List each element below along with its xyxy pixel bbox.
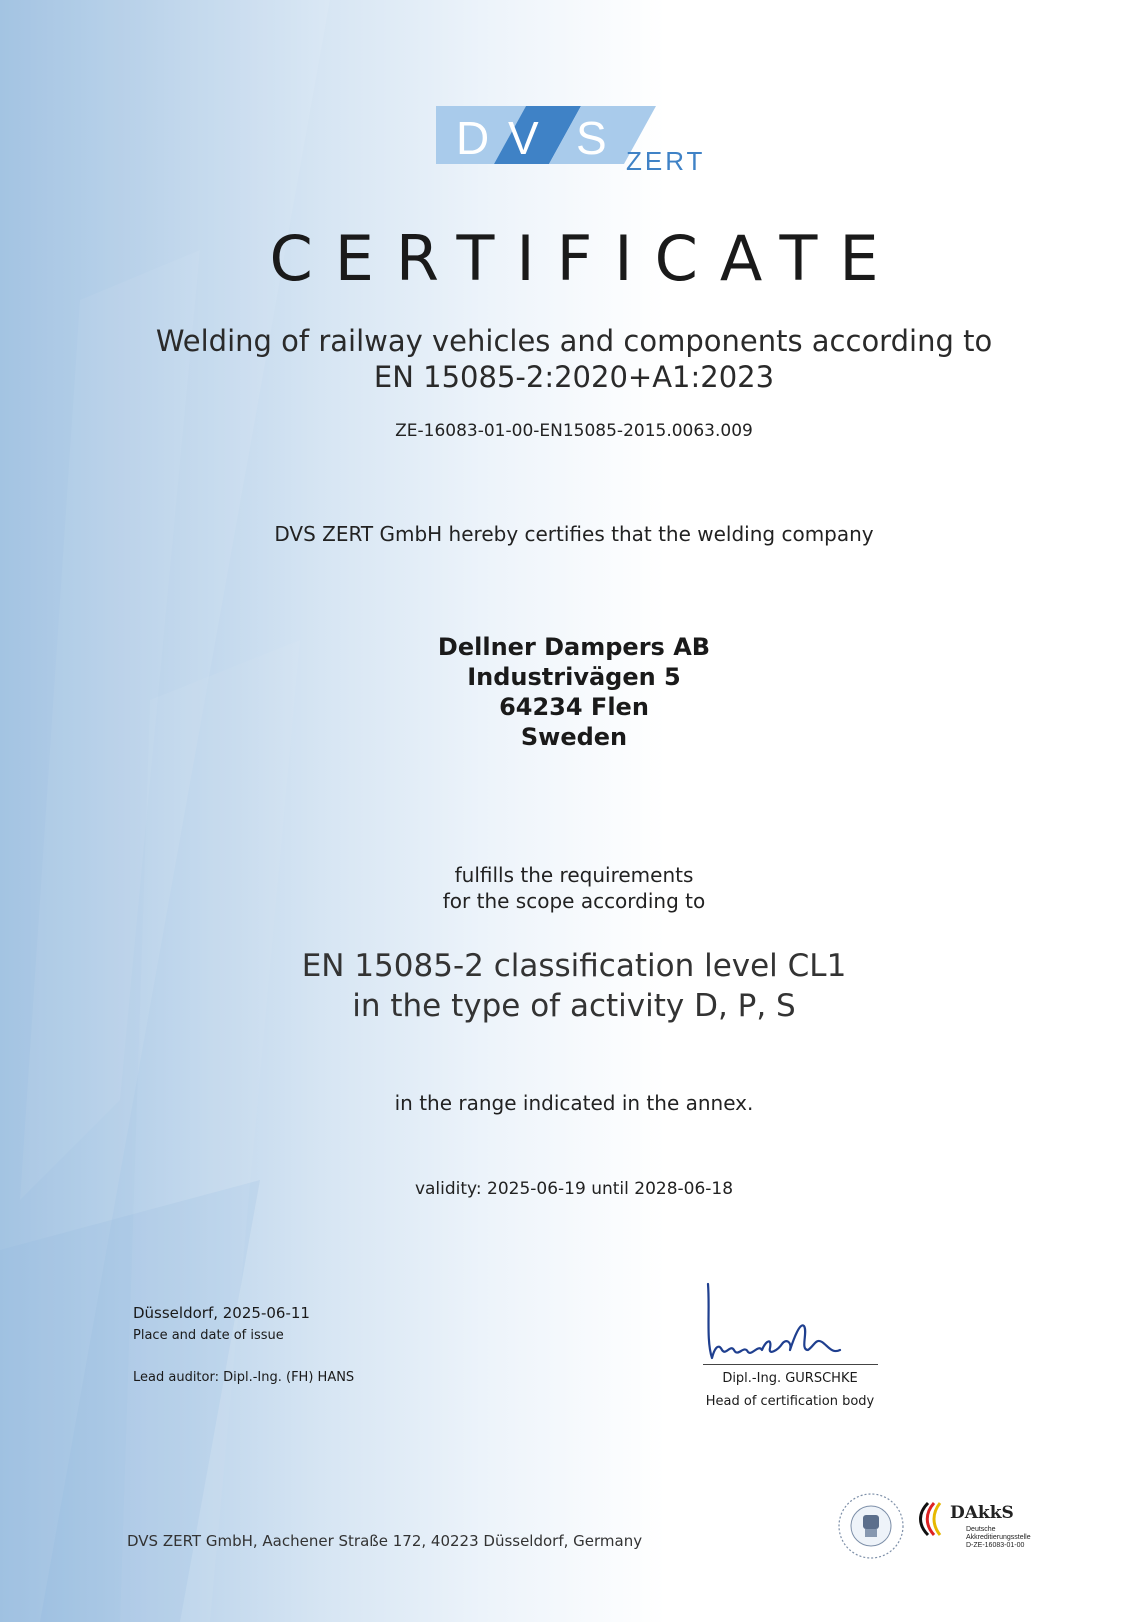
fulfills-line-2: for the scope according to: [442, 889, 706, 913]
signature-line: [703, 1364, 878, 1365]
issuer-address-footer: DVS ZERT GmbH, Aachener Straße 172, 40223 Düsseldorf, Germany: [127, 1532, 643, 1550]
certificate-subtitle: [0, 323, 1148, 395]
dakks-subtext: [966, 1526, 1031, 1550]
dakks-line-3: D-ZE-16083-01-00: [966, 1542, 1025, 1549]
certification-intro: DVS ZERT GmbH hereby certifies that the welding company: [274, 522, 874, 546]
fulfills-line-1: fulfills the requirements: [454, 863, 694, 887]
company-address-block: [0, 632, 1148, 752]
svg-text:ZERT: ZERT: [626, 146, 706, 176]
scope-line-1: EN 15085-2 classification level CL1: [301, 948, 847, 984]
svg-text:V: V: [508, 112, 539, 164]
dvs-zert-logo: [436, 106, 736, 178]
dakks-line-2: Akkreditierungsstelle: [966, 1534, 1031, 1541]
signer-role: Head of certification body: [705, 1394, 875, 1409]
subtitle-line-1: Welding of railway vehicles and components according to: [155, 324, 993, 358]
svg-text:D: D: [456, 112, 490, 164]
fulfills-statement: [0, 862, 1148, 914]
scope-statement: [0, 946, 1148, 1026]
subtitle-line-2: EN 15085-2:2020+A1:2023: [373, 360, 775, 394]
company-country: Sweden: [520, 723, 628, 751]
validity-period: validity: 2025-06-19 until 2028-06-18: [414, 1179, 734, 1199]
dakks-name: DAkkS: [950, 1503, 1014, 1523]
certificate-number: ZE-16083-01-00-EN15085-2015.0063.009: [395, 421, 753, 441]
svg-text:S: S: [576, 112, 607, 164]
dakks-accreditation-mark: [916, 1493, 1046, 1563]
place-and-date-label: Place and date of issue: [133, 1328, 284, 1343]
certificate-title: CERTIFICATE: [269, 222, 901, 295]
scope-line-2: in the type of activity D, P, S: [352, 988, 796, 1024]
signature-image: [700, 1280, 880, 1364]
signer-name: Dipl.-Ing. GURSCHKE: [722, 1371, 858, 1386]
ecwrv-seal-icon: [836, 1491, 906, 1561]
company-street: Industrivägen 5: [467, 663, 681, 691]
range-statement: in the range indicated in the annex.: [394, 1091, 754, 1115]
place-and-date: Düsseldorf, 2025-06-11: [133, 1304, 310, 1322]
lead-auditor: Lead auditor: Dipl.-Ing. (FH) HANS: [133, 1370, 355, 1385]
dakks-line-1: Deutsche: [966, 1526, 996, 1533]
company-city: 64234 Flen: [499, 693, 649, 721]
company-name: Dellner Dampers AB: [437, 633, 711, 661]
